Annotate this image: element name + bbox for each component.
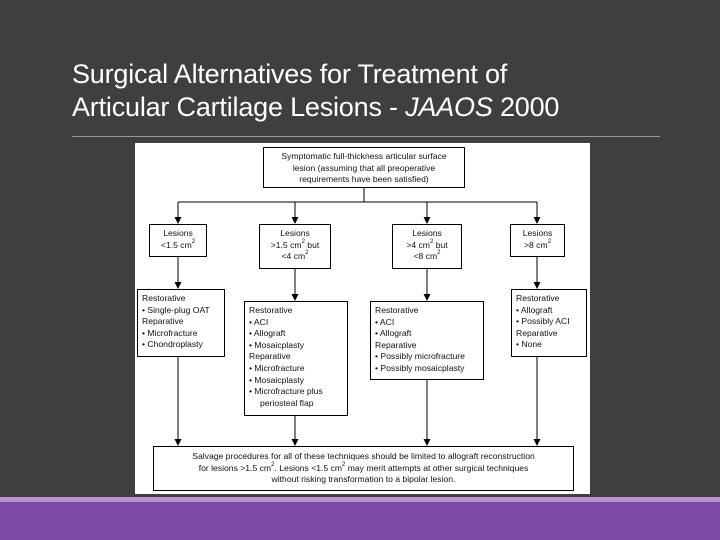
top-line: Symptomatic full-thickness articular surface	[281, 151, 447, 161]
treatment-heading: Reparative	[375, 339, 417, 350]
treatment-heading: Restorative	[142, 293, 186, 303]
salvage-line: without risking transformation to a bipolar lesion.	[271, 474, 456, 485]
size-box-large	[392, 224, 462, 269]
treatment-item: • Allograft	[249, 328, 286, 339]
treatment-item: • Chondroplasty	[142, 339, 203, 350]
treatment-heading: Reparative	[142, 316, 184, 327]
treatment-item: • None	[516, 339, 542, 350]
treatment-item: • Mosaicplasty	[249, 339, 305, 350]
treatment-box-medium	[244, 301, 348, 416]
size-label: Lesions	[522, 228, 553, 238]
treatment-item: • ACI	[249, 316, 269, 327]
flowchart-figure	[135, 143, 590, 494]
size-range: >8 $cm^2$	[524, 238, 551, 250]
top-line: lesion (assuming that all preoperative	[292, 162, 436, 173]
size-label: Lesions	[280, 228, 310, 238]
size-range: >4 $cm^2$ but	[406, 238, 448, 250]
treatment-item: • Mosaicplasty	[249, 374, 305, 385]
treatment-box-large	[370, 301, 484, 380]
treatment-item: • ACI	[375, 316, 395, 327]
size-label: Lesions	[163, 228, 193, 238]
treatment-heading: Restorative	[375, 305, 419, 315]
treatment-heading: Restorative	[516, 293, 560, 303]
title-divider	[72, 136, 660, 137]
treatment-item: • Microfracture	[249, 362, 305, 373]
size-range-upper: <4 $cm^2$	[281, 250, 309, 262]
salvage-line: Salvage procedures for all of these techniques should be limited to allograft reconstruction	[192, 451, 535, 461]
treatment-item: • Possibly ACI	[516, 316, 570, 327]
treatment-box-small	[137, 289, 225, 357]
size-range: >1.5 $cm^2$ but	[270, 238, 320, 250]
treatment-item: periosteal flap	[260, 397, 314, 408]
title-journal: JAAOS	[405, 92, 493, 122]
treatment-item: • Possibly mosaicplasty	[375, 362, 465, 373]
size-label: Lesions	[412, 228, 442, 238]
title-line-1: Surgical Alternatives for Treatment of	[72, 59, 508, 89]
treatment-item: • Possibly microfracture	[375, 351, 465, 362]
size-box-medium	[259, 224, 331, 269]
treatment-heading: Reparative	[516, 327, 558, 338]
treatment-item: • Microfracture plus	[249, 386, 323, 397]
treatment-heading: Reparative	[249, 351, 291, 362]
size-box-small	[149, 224, 207, 257]
treatment-item: • Single-plug OAT	[142, 304, 210, 315]
footer-accent-bar	[0, 497, 720, 540]
salvage-box	[153, 446, 574, 491]
treatment-box-xlarge	[511, 289, 587, 357]
top-line: requirements have been satisfied)	[299, 174, 429, 185]
title-year: 2000	[492, 92, 560, 122]
salvage-line: for lesions >1.5 $cm^2$. Lesions <1.5 $cm^2$ may merit attempts at other surgical techniques	[198, 461, 529, 473]
treatment-item: • Microfracture	[142, 327, 198, 338]
footer-accent-stripe	[0, 497, 720, 502]
size-box-xlarge	[510, 224, 565, 257]
title-line-2-prefix: Articular Cartilage Lesions -	[72, 92, 406, 122]
treatment-item: • Allograft	[375, 328, 412, 339]
top-lesion-box	[263, 147, 465, 188]
slide-title	[72, 58, 672, 124]
treatment-heading: Restorative	[249, 305, 293, 315]
size-range-upper: <8 $cm^2$	[413, 250, 441, 262]
size-range: <1.5 $cm^2$	[160, 238, 196, 250]
treatment-item: • Allograft	[516, 304, 553, 315]
